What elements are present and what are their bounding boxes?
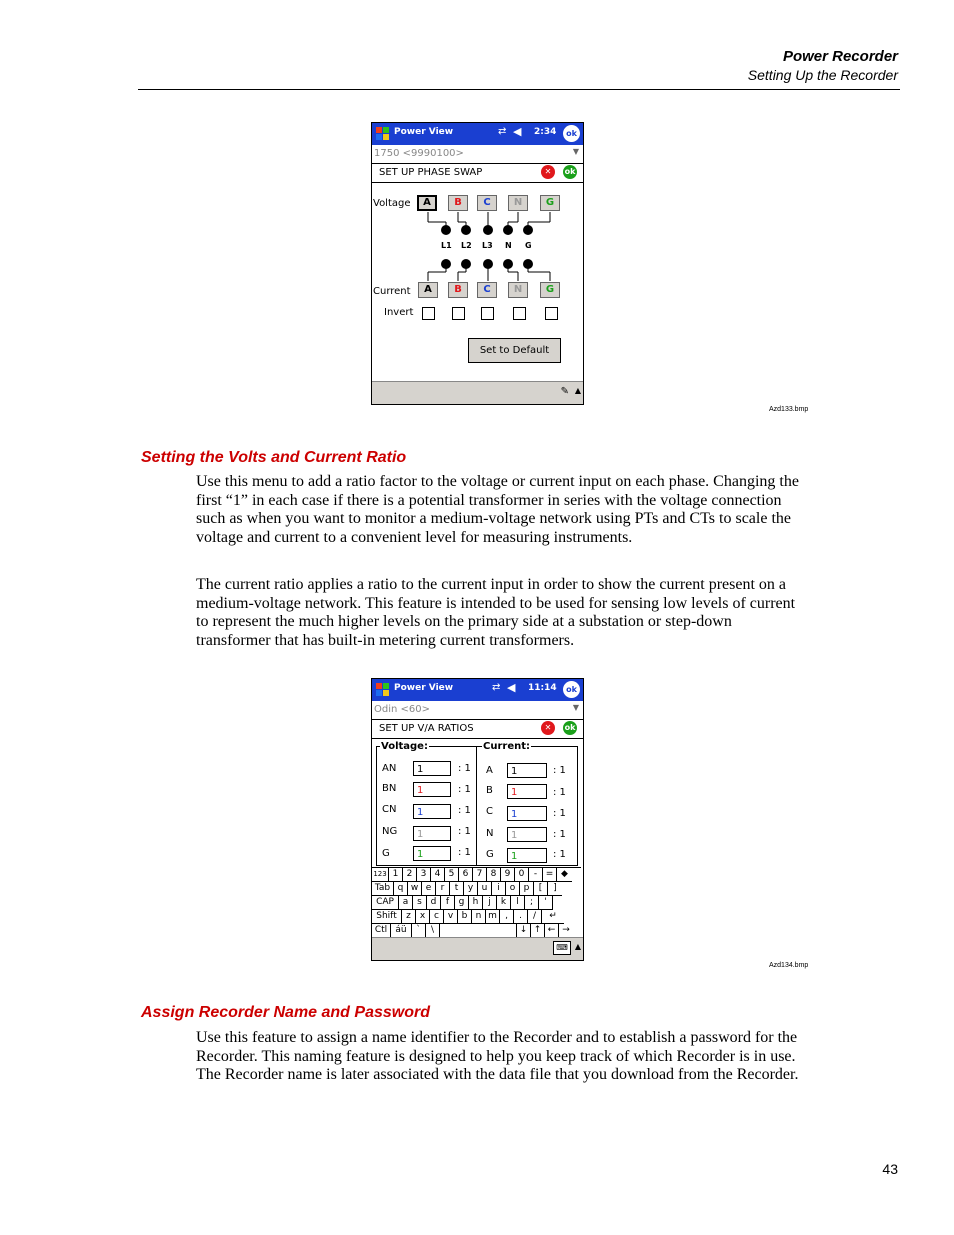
key-caps[interactable]: CAP bbox=[372, 896, 399, 910]
key-ctl[interactable]: Ctl bbox=[372, 924, 391, 938]
key-f[interactable]: f bbox=[441, 896, 455, 910]
key-2[interactable]: 2 bbox=[403, 868, 417, 882]
key-b[interactable]: b bbox=[458, 910, 472, 924]
section-header bbox=[372, 164, 583, 183]
voltage-ratio-cn-input[interactable]: 1 bbox=[413, 804, 451, 819]
voltage-ratio-suffix: : 1 bbox=[458, 763, 471, 774]
voltage-phase-n[interactable]: N bbox=[508, 195, 528, 211]
key-equals[interactable]: = bbox=[543, 868, 557, 882]
voltage-phase-b[interactable]: B bbox=[448, 195, 468, 211]
key-d[interactable]: d bbox=[427, 896, 441, 910]
current-ratio-suffix: : 1 bbox=[553, 808, 566, 819]
app-title: Power View bbox=[394, 683, 454, 693]
keyboard-icon[interactable]: ⌨ bbox=[553, 941, 571, 955]
key-7[interactable]: 7 bbox=[473, 868, 487, 882]
section-title: SET UP PHASE SWAP bbox=[379, 167, 483, 178]
key-s[interactable]: s bbox=[413, 896, 427, 910]
key-e[interactable]: e bbox=[422, 882, 436, 896]
section-heading-recorder-name: Assign Recorder Name and Password bbox=[141, 1004, 430, 1021]
key-comma[interactable]: , bbox=[500, 910, 514, 924]
key-left-bracket[interactable]: [ bbox=[534, 882, 548, 896]
voltage-ratio-g-input[interactable]: 1 bbox=[413, 846, 451, 861]
key-shift[interactable]: Shift bbox=[372, 910, 402, 924]
line-label-l1: L1 bbox=[441, 241, 452, 250]
key-4[interactable]: 4 bbox=[431, 868, 445, 882]
ok-button[interactable]: ok bbox=[563, 681, 580, 698]
current-ratio-suffix: : 1 bbox=[553, 829, 566, 840]
key-enter[interactable]: ↵ bbox=[542, 910, 564, 924]
key-period[interactable]: . bbox=[514, 910, 528, 924]
header-rule bbox=[138, 89, 900, 90]
key-u[interactable]: u bbox=[478, 882, 492, 896]
voltage-ratio-suffix: : 1 bbox=[458, 784, 471, 795]
key-x[interactable]: x bbox=[416, 910, 430, 924]
key-l[interactable]: l bbox=[511, 896, 525, 910]
clock[interactable]: 11:14 bbox=[528, 683, 557, 693]
invert-label: Invert bbox=[384, 307, 414, 318]
line-label-n: N bbox=[505, 241, 512, 250]
current-row-label: A bbox=[486, 765, 493, 776]
speaker-icon[interactable]: ◀︎ bbox=[507, 681, 516, 694]
voltage-row-label: CN bbox=[382, 804, 397, 815]
current-phase-c[interactable]: C bbox=[477, 282, 497, 298]
figure-caption-1: Azd133.bmp bbox=[769, 406, 809, 413]
key-5[interactable]: 5 bbox=[445, 868, 459, 882]
running-header-title: Power Recorder bbox=[782, 48, 898, 65]
chevron-down-icon[interactable]: ▼ bbox=[572, 703, 579, 712]
phase-swap-screen bbox=[371, 122, 584, 405]
line-label-l2: L2 bbox=[461, 241, 472, 250]
chevron-down-icon[interactable]: ▼ bbox=[572, 147, 579, 156]
menu-bar bbox=[372, 937, 583, 960]
key-accents[interactable]: áü bbox=[391, 924, 412, 938]
title-bar bbox=[372, 679, 583, 701]
keyboard-row-qwerty bbox=[372, 882, 562, 896]
current-ratio-suffix: : 1 bbox=[553, 787, 566, 798]
keyboard-row-bottom bbox=[372, 924, 573, 938]
voltage-label: Voltage bbox=[373, 198, 411, 209]
ok-icon[interactable]: ok bbox=[563, 165, 577, 179]
line-label-l3: L3 bbox=[482, 241, 493, 250]
key-t[interactable]: t bbox=[450, 882, 464, 896]
key-w[interactable]: w bbox=[408, 882, 422, 896]
key-c[interactable]: c bbox=[430, 910, 444, 924]
current-phase-n[interactable]: N bbox=[508, 282, 528, 298]
key-q[interactable]: q bbox=[394, 882, 408, 896]
current-row-label: G bbox=[486, 849, 494, 860]
key-z[interactable]: z bbox=[402, 910, 416, 924]
app-title: Power View bbox=[394, 127, 454, 137]
key-semicolon[interactable]: ; bbox=[525, 896, 539, 910]
current-row-label: N bbox=[486, 828, 494, 839]
current-row-label: B bbox=[486, 785, 493, 796]
voltage-phase-c[interactable]: C bbox=[477, 195, 497, 211]
voltage-phase-g[interactable]: G bbox=[540, 195, 560, 211]
speaker-icon[interactable]: ◀︎ bbox=[513, 125, 522, 138]
voltage-group-label: Voltage: bbox=[381, 741, 428, 752]
key-6[interactable]: 6 bbox=[459, 868, 473, 882]
va-ratios-screen bbox=[371, 678, 584, 961]
voltage-ratio-bn-input[interactable]: 1 bbox=[413, 782, 451, 797]
ok-button[interactable]: ok bbox=[563, 125, 580, 142]
voltage-ratio-suffix: : 1 bbox=[458, 847, 471, 858]
connectivity-icon[interactable]: ⇄ bbox=[492, 682, 501, 693]
chevron-up-icon[interactable]: ▲ bbox=[574, 942, 581, 951]
invert-checkbox-g[interactable] bbox=[545, 307, 558, 320]
key-g[interactable]: g bbox=[455, 896, 469, 910]
key-r[interactable]: r bbox=[436, 882, 450, 896]
key-slash[interactable]: / bbox=[528, 910, 542, 924]
key-h[interactable]: h bbox=[469, 896, 483, 910]
voltage-row-label: NG bbox=[382, 826, 398, 837]
cancel-icon[interactable]: ✕ bbox=[541, 721, 555, 735]
ok-icon[interactable]: ok bbox=[563, 721, 577, 735]
key-o[interactable]: o bbox=[506, 882, 520, 896]
voltage-ratio-suffix: : 1 bbox=[458, 805, 471, 816]
input-panel-icon[interactable]: ✎ bbox=[560, 386, 569, 397]
recorder-select-value: Odin <60> bbox=[374, 704, 430, 715]
paragraph-current-ratio: The current ratio applies a ratio to the current input in order to show the current present on a medium-voltage network. This feature is intended to be used for sensing low levels of current to represent the much higher levels on the primary side at a substation or step-down transformer that has built-in metering current transformers. bbox=[196, 576, 796, 650]
key-space[interactable] bbox=[440, 924, 517, 938]
key-down-arrow[interactable]: ↓ bbox=[517, 924, 531, 938]
clock[interactable]: 2:34 bbox=[534, 127, 557, 137]
recorder-select-value: 1750 <9990100> bbox=[374, 148, 464, 159]
windows-start-icon[interactable] bbox=[376, 683, 390, 697]
key-123[interactable]: 123 bbox=[372, 868, 389, 882]
voltage-row-label: G bbox=[382, 848, 390, 859]
invert-checkbox-a[interactable] bbox=[422, 307, 435, 320]
key-left-arrow[interactable]: ← bbox=[545, 924, 559, 938]
line-label-g: G bbox=[525, 241, 532, 250]
key-i[interactable]: i bbox=[492, 882, 506, 896]
current-ratio-suffix: : 1 bbox=[553, 765, 566, 776]
key-tab[interactable]: Tab bbox=[372, 882, 394, 896]
key-v[interactable]: v bbox=[444, 910, 458, 924]
current-ratio-c-input[interactable]: 1 bbox=[507, 806, 547, 821]
key-3[interactable]: 3 bbox=[417, 868, 431, 882]
key-a[interactable]: a bbox=[399, 896, 413, 910]
invert-checkbox-b[interactable] bbox=[452, 307, 465, 320]
current-ratio-n-input[interactable]: 1 bbox=[507, 827, 547, 842]
key-right-bracket[interactable]: ] bbox=[548, 882, 562, 896]
keyboard-row-home bbox=[372, 896, 553, 910]
key-quote[interactable]: ' bbox=[539, 896, 553, 910]
voltage-phase-a[interactable]: A bbox=[417, 195, 437, 211]
current-ratio-a-input[interactable]: 1 bbox=[507, 763, 547, 778]
current-ratio-g-input[interactable]: 1 bbox=[507, 848, 547, 863]
key-right-arrow[interactable]: → bbox=[559, 924, 573, 938]
section-header bbox=[372, 720, 583, 739]
keyboard-row-numbers bbox=[372, 868, 572, 882]
current-phase-g[interactable]: G bbox=[540, 282, 560, 298]
running-header-subtitle: Setting Up the Recorder bbox=[747, 67, 898, 83]
windows-start-icon[interactable] bbox=[376, 127, 390, 141]
invert-checkbox-n[interactable] bbox=[513, 307, 526, 320]
key-8[interactable]: 8 bbox=[487, 868, 501, 882]
current-ratio-b-input[interactable]: 1 bbox=[507, 784, 547, 799]
paragraph-ratio-factor: Use this menu to add a ratio factor to the voltage or current input on each phase. Changing the first “1” in each case if there is a potential transformer in series with the voltage connection such as when you want to monitor a medium-voltage network using PTs and CTs to scale the voltage and current to a convenient level for measuring instruments. bbox=[196, 473, 799, 547]
voltage-ratio-suffix: : 1 bbox=[458, 826, 471, 837]
key-m[interactable]: m bbox=[486, 910, 500, 924]
keyboard-row-shift bbox=[372, 910, 564, 924]
voltage-row-label: BN bbox=[382, 783, 397, 794]
page-number: 43 bbox=[882, 1161, 898, 1177]
current-ratio-suffix: : 1 bbox=[553, 849, 566, 860]
current-phase-a[interactable]: A bbox=[418, 282, 438, 298]
voltage-row-label: AN bbox=[382, 763, 397, 774]
key-9[interactable]: 9 bbox=[501, 868, 515, 882]
key-0[interactable]: 0 bbox=[515, 868, 529, 882]
key-backspace[interactable]: ◆ bbox=[557, 868, 572, 882]
paragraph-recorder-name: Use this feature to assign a name identifier to the Recorder and to establish a password for the Recorder. This naming feature is designed to help you keep track of which Recorder is in use. The Recorder name is later associated with the data file that you download from the Recorder. bbox=[196, 1029, 799, 1084]
set-to-default-button[interactable]: Set to Default bbox=[468, 338, 561, 363]
key-minus[interactable]: - bbox=[529, 868, 543, 882]
recorder-select[interactable] bbox=[372, 146, 583, 164]
current-label: Current bbox=[373, 286, 411, 297]
key-up-arrow[interactable]: ↑ bbox=[531, 924, 545, 938]
recorder-select[interactable] bbox=[372, 702, 583, 720]
soft-keyboard bbox=[372, 867, 581, 938]
voltage-ratio-ng-input[interactable]: 1 bbox=[413, 826, 451, 841]
key-1[interactable]: 1 bbox=[389, 868, 403, 882]
connectivity-icon[interactable]: ⇄ bbox=[498, 126, 507, 137]
key-backtick[interactable]: ` bbox=[412, 924, 426, 938]
current-row-label: C bbox=[486, 806, 493, 817]
key-k[interactable]: k bbox=[497, 896, 511, 910]
current-phase-b[interactable]: B bbox=[448, 282, 468, 298]
current-group-label: Current: bbox=[483, 741, 531, 752]
figure-caption-2: Azd134.bmp bbox=[769, 962, 809, 969]
key-j[interactable]: j bbox=[483, 896, 497, 910]
voltage-ratio-an-input[interactable]: 1 bbox=[413, 761, 451, 776]
chevron-up-icon[interactable]: ▲ bbox=[574, 386, 581, 395]
invert-checkbox-c[interactable] bbox=[481, 307, 494, 320]
cancel-icon[interactable]: ✕ bbox=[541, 165, 555, 179]
key-backslash[interactable]: \ bbox=[426, 924, 440, 938]
menu-bar bbox=[372, 381, 583, 404]
section-title: SET UP V/A RATIOS bbox=[379, 723, 474, 734]
key-n[interactable]: n bbox=[472, 910, 486, 924]
title-bar bbox=[372, 123, 583, 145]
key-p[interactable]: p bbox=[520, 882, 534, 896]
key-y[interactable]: y bbox=[464, 882, 478, 896]
section-heading-volts-ratio: Setting the Volts and Current Ratio bbox=[141, 449, 407, 466]
